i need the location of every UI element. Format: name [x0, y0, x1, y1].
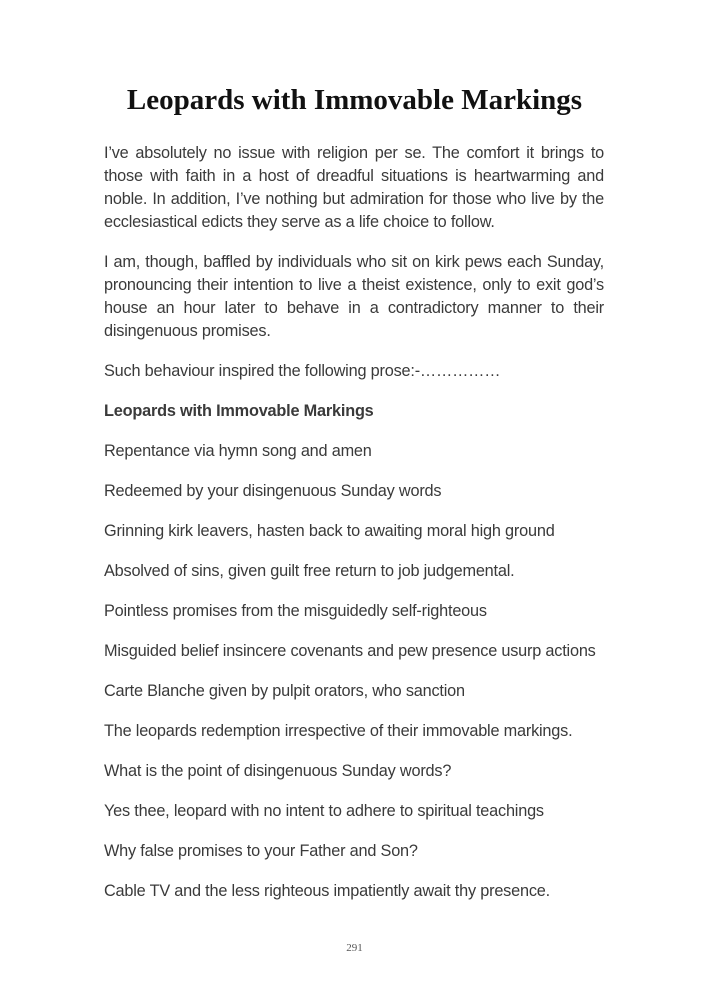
poem-line: What is the point of disingenuous Sunday words? [104, 762, 452, 780]
paragraph-2: I am, though, baffled by individuals who sit on kirk pews each Sunday, pronouncing their intention to live a theist existence, only to exit god’s house an hour later to behave in a contradictory manner to their disingenuous promises. [104, 253, 604, 340]
poem-line: Redeemed by your disingenuous Sunday words [104, 482, 442, 500]
poem-line: Absolved of sins, given guilt free return to job judgemental. [104, 562, 515, 580]
paragraph-3: Such behaviour inspired the following prose:-…………… [104, 362, 501, 380]
poem-title: Leopards with Immovable Markings [104, 402, 374, 420]
poem-line: Cable TV and the less righteous impatiently await thy presence. [104, 882, 550, 900]
poem-line: Misguided belief insincere covenants and pew presence usurp actions [104, 642, 596, 660]
poem-line: The leopards redemption irrespective of their immovable markings. [104, 722, 573, 740]
poem-line: Why false promises to your Father and Son? [104, 842, 418, 860]
poem-line: Carte Blanche given by pulpit orators, who sanction [104, 682, 465, 700]
page-number: 291 [346, 942, 363, 954]
poem-line: Repentance via hymn song and amen [104, 442, 372, 460]
poem-line: Grinning kirk leavers, hasten back to awaiting moral high ground [104, 522, 555, 540]
poem-line: Pointless promises from the misguidedly self-righteous [104, 602, 487, 620]
page-title: Leopards with Immovable Markings [126, 84, 583, 116]
paragraph-1: I’ve absolutely no issue with religion per se. The comfort it brings to those with faith in a host of dreadful situations is heartwarming and noble. In addition, I’ve nothing but admiration for those who live by the ecclesiastical edicts they serve as a life choice to follow. [104, 144, 604, 231]
poem-line: Yes thee, leopard with no intent to adhere to spiritual teachings [104, 802, 544, 820]
body-text [104, 142, 604, 920]
